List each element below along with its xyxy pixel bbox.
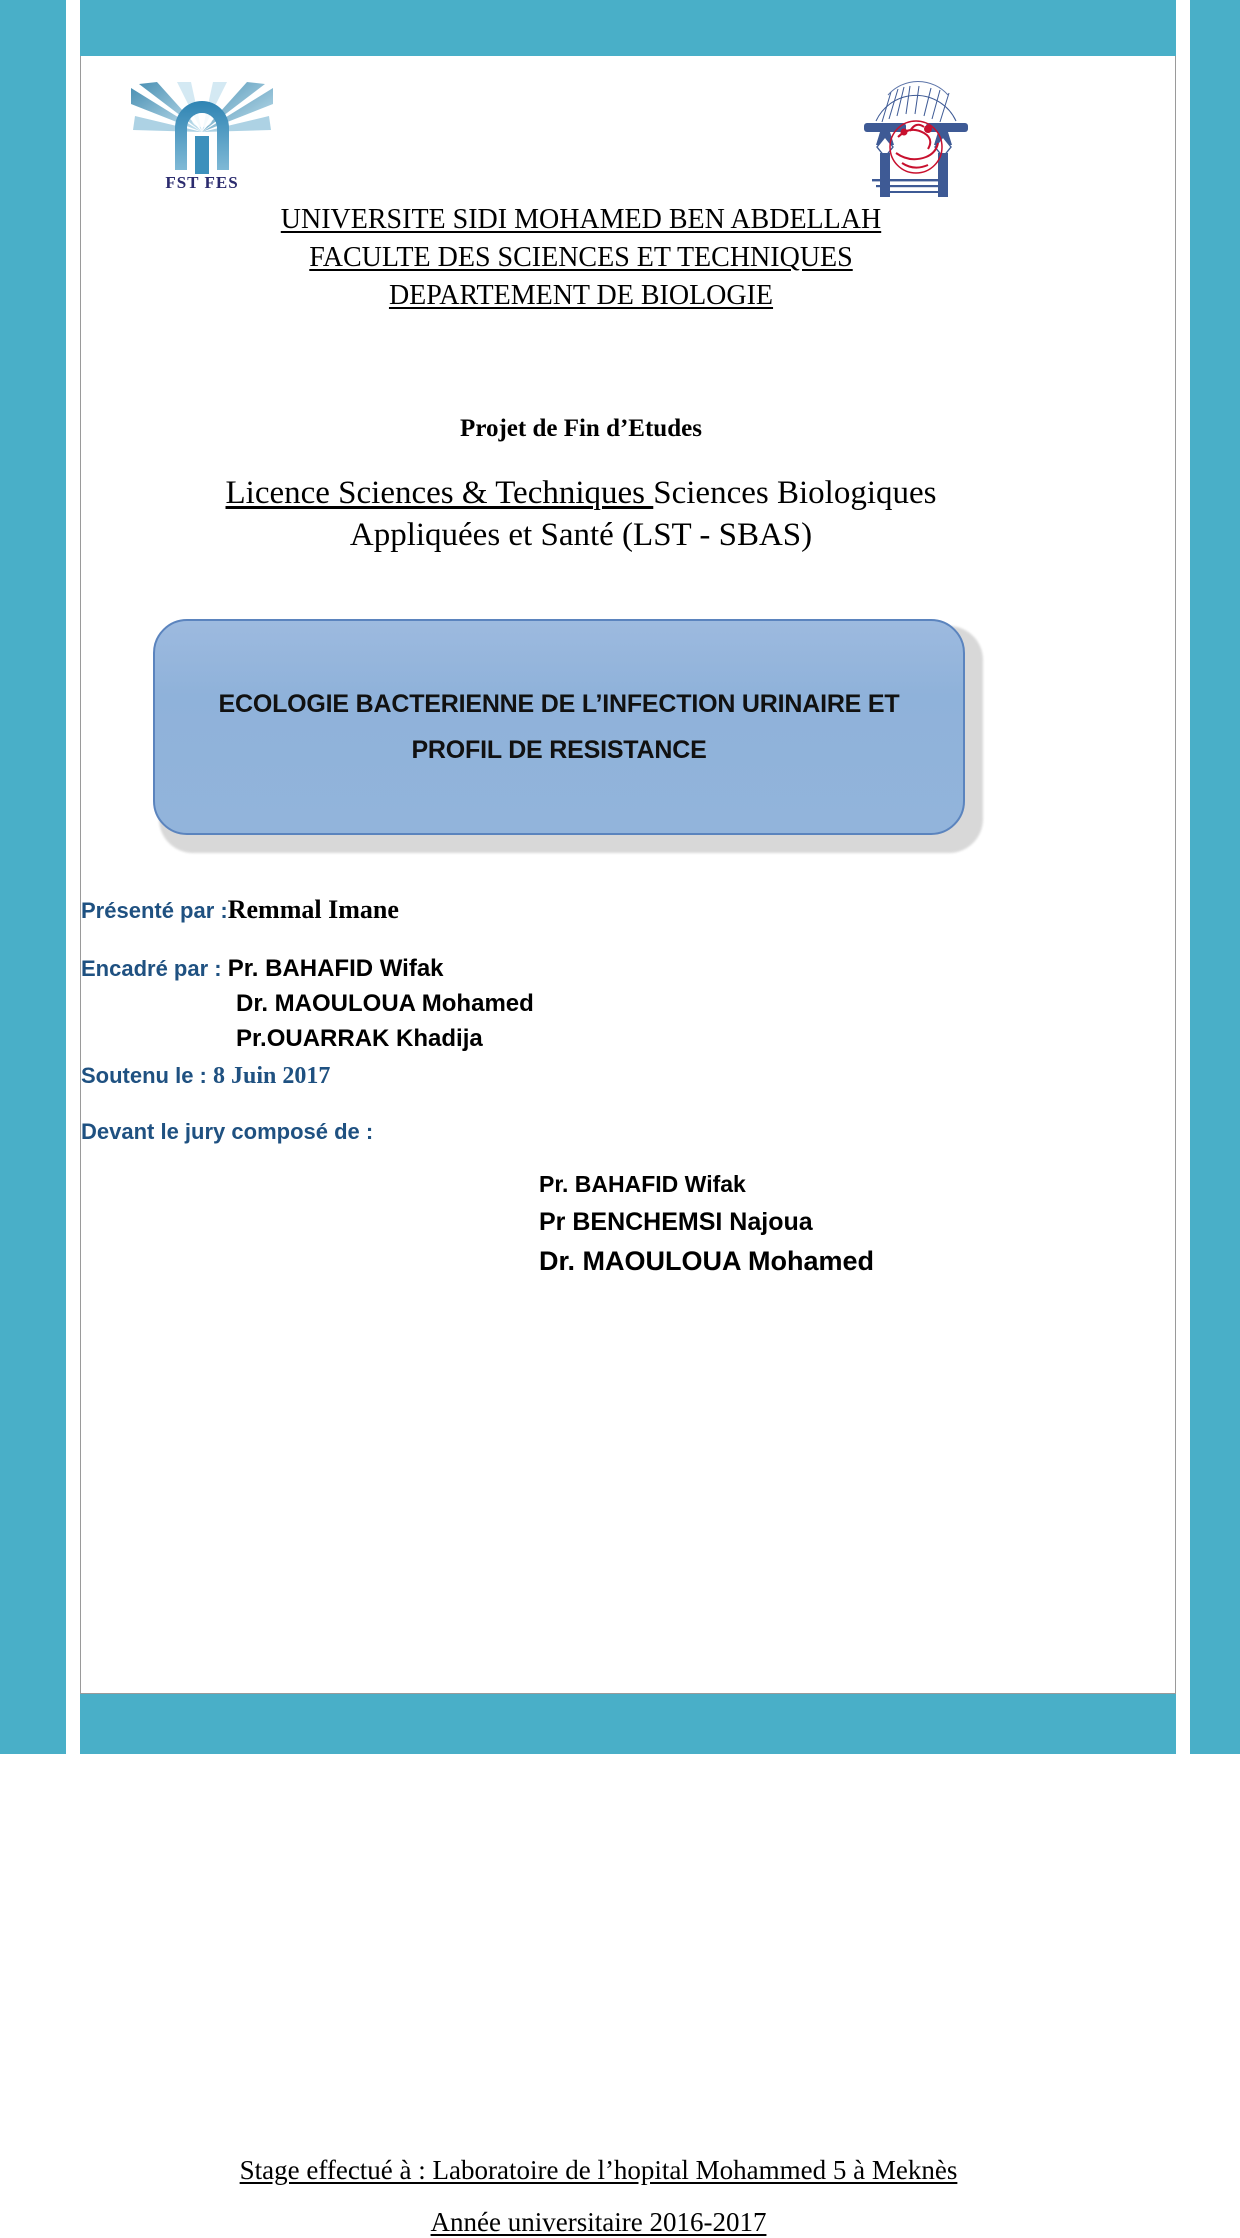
title-line-1: ECOLOGIE BACTERIENNE DE L’INFECTION URINAIRE ET <box>218 689 900 718</box>
supervisor-1: Pr. BAHAFID Wifak <box>227 955 444 982</box>
defense-date-value: 8 Juin 2017 <box>213 1063 331 1089</box>
internship-text: Stage effectué à : Laboratoire de l’hopital Mohammed 5 à Meknès <box>239 2155 958 2185</box>
defense-date-label: Soutenu le : <box>81 1063 213 1088</box>
academic-year-line <box>81 2207 1116 2238</box>
supervisor-2: Dr. MAOULOUA Mohamed <box>236 990 534 1017</box>
presented-by-label: Présenté par : <box>81 898 228 923</box>
presented-by-value: Remmal Imane <box>227 895 399 924</box>
page-border-top <box>0 0 1240 56</box>
page-border-right <box>1190 0 1240 1754</box>
university-header <box>81 201 1081 315</box>
jury-member-1: Pr. BAHAFID Wifak <box>539 1171 746 1197</box>
usmba-university-logo <box>836 75 984 201</box>
page-border-bottom <box>0 1694 1240 1754</box>
jury-label: Devant le jury composé de : <box>81 1119 374 1144</box>
presented-by-row <box>81 895 399 925</box>
header-line-department: DEPARTEMENT DE BIOLOGIE <box>388 280 774 312</box>
cover-page <box>81 57 1176 2237</box>
title-line-2: PROFIL DE RESISTANCE <box>411 736 707 764</box>
jury-list <box>539 1167 874 1283</box>
title-box-frame <box>153 619 965 835</box>
academic-year-text: Année universitaire 2016-2017 <box>430 2207 767 2237</box>
header-line-university: UNIVERSITE SIDI MOHAMED BEN ABDELLAH <box>280 204 882 235</box>
supervisor-row-3 <box>236 1025 483 1053</box>
defense-date-row <box>81 1063 330 1090</box>
degree-underlined-part: Licence Sciences & Techniques <box>225 475 654 511</box>
svg-text:FST FES: FST FES <box>165 173 239 192</box>
jury-member-3: Dr. MAOULOUA Mohamed <box>539 1246 875 1277</box>
internship-line <box>81 2155 1116 2186</box>
page-border-gap-left <box>66 0 80 1754</box>
supervisor-row-2 <box>236 990 534 1018</box>
thesis-title-text <box>191 681 928 774</box>
degree-line <box>201 472 961 556</box>
supervised-by-label: Encadré par : <box>81 956 228 981</box>
project-kind: Projet de Fin d’Etudes <box>460 415 702 442</box>
page-border-left <box>0 0 66 1754</box>
degree-rest-part: Sciences Biologiques Appliquées et Santé (LST - SBAS) <box>349 475 937 554</box>
jury-member-2: Pr BENCHEMSI Najoua <box>539 1207 813 1236</box>
page-frame-rule-bottom <box>80 1693 1176 1694</box>
header-line-faculty: FACULTE DES SCIENCES ET TECHNIQUES <box>309 242 853 274</box>
supervised-by-row <box>81 955 444 983</box>
thesis-title-box <box>153 619 983 853</box>
fst-fes-logo <box>131 82 273 194</box>
supervisor-3: Pr.OUARRAK Khadija <box>236 1025 483 1052</box>
jury-label-row <box>81 1119 373 1145</box>
page-border-gap-right <box>1176 0 1190 1754</box>
